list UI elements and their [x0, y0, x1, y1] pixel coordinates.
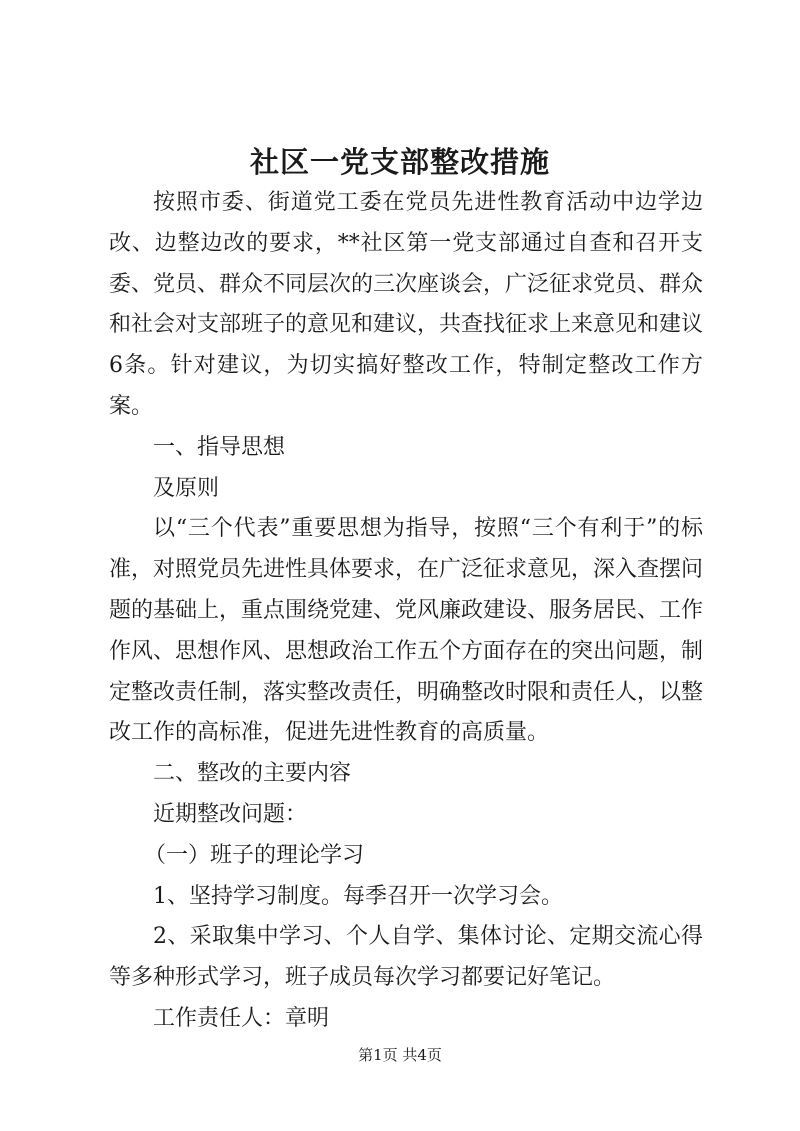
- document-title: 社区一党支部整改措施: [249, 145, 550, 179]
- document-body: [109, 183, 703, 1040]
- subsection-heading-theory-study: （一）班子的理论学习: [144, 842, 365, 868]
- item-study-system: 1、坚持学习制度。每季召开一次学习会。: [153, 883, 563, 909]
- near-term-issues-label: 近期整改问题：: [153, 801, 308, 827]
- page-number-text: 第1页 共4页: [358, 1046, 442, 1064]
- page-footer: [0, 1044, 800, 1066]
- guiding-principles-paragraph: 以“三个代表”重要思想为指导，按照“三个有利于”的标准，对照党员先进性具体要求，在广泛征求意见，深入查摆问题的基础上，重点围绕党建、党风廉政建设、服务居民、工作作风、思想作风、思想政治工作五个方面存在的突出问题，制定整改责任制，落实整改责任，明确整改时限和责任人，以整改工作的高标准，促进先进性教育的高质量。: [109, 516, 704, 746]
- section-heading-main-content: 二、整改的主要内容: [153, 761, 352, 787]
- section-heading-principles: 及原则: [153, 475, 220, 501]
- responsible-person: 工作责任人：章明: [153, 1005, 330, 1031]
- section-heading-guiding-thought: 一、指导思想: [153, 434, 286, 460]
- intro-paragraph: 按照市委、街道党工委在党员先进性教育活动中边学边改、边整边改的要求，**社区第一党支部通过自查和召开支委、党员、群众不同层次的三次座谈会，广泛征求党员、群众和社会对支部班子的意见和建议，共查找征求上来意见和建议6条。针对建议，为切实搞好整改工作，特制定整改工作方案。: [109, 190, 704, 419]
- item-study-forms: 2、采取集中学习、个人自学、集体讨论、定期交流心得等多种形式学习，班子成员每次学习都要记好笔记。: [109, 924, 703, 991]
